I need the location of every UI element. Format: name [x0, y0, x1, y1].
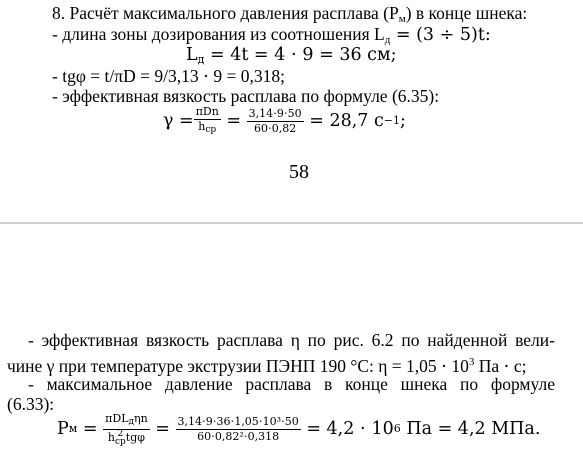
formula-pressure-result-tail: Па = 4,2 МПа. [400, 419, 541, 439]
formula-gamma-end: ; [400, 111, 406, 131]
formula-gamma-lhs: γ = [163, 111, 194, 131]
formula-pressure-result-superscript: 6 [393, 422, 401, 435]
item-viscosity-reference [52, 86, 439, 106]
heading-subscript: м [398, 13, 406, 25]
pressure-fraction-1-numerator [103, 412, 150, 430]
fraction-2-denominator: 60⋅0,82 [254, 121, 297, 135]
formula-pressure-lhs: Р [57, 419, 69, 439]
para-viscosity-line-2-tail: Па ⋅ с; [474, 356, 527, 376]
formula-gamma-equals: = [220, 111, 247, 131]
formula-gamma-fraction-1 [194, 105, 221, 137]
fraction-1-den-main: h [198, 120, 206, 133]
fraction-1-numerator: πDn [195, 105, 219, 118]
item-zone-tail: = (3 ÷ 5)t: [390, 25, 491, 45]
pf1-num-b: ηn [134, 412, 148, 425]
para-viscosity-line-2-superscript: 3 [468, 356, 475, 368]
page-number: 58 [289, 161, 309, 183]
heading-text: 8. Расчёт максимального давления расплава (Р [52, 3, 399, 23]
para-viscosity-line-1: - эффективная вязкость расплава η по рис. 6.2 по найденной вели- [28, 330, 555, 350]
pf1-den-sub: ср [114, 437, 126, 447]
pf1-den-b: tgφ [125, 431, 145, 444]
pressure-fraction-2-numerator: 3,14⋅9⋅36⋅1,05⋅10³⋅50 [177, 414, 299, 428]
formula-gamma-result: = 28,7 с [303, 111, 384, 131]
item-tangent [52, 66, 285, 86]
formula-length-lhs: L [186, 45, 198, 65]
para-pressure-line-2: (6.33): [7, 394, 55, 414]
formula-pressure-equals-0: = [77, 419, 104, 439]
pf1-num-a: πDL [105, 412, 129, 425]
para-pressure-line-1: - максимальное давление расплава в конце шнека по формуле [28, 374, 555, 394]
pf1-num-sub: д [128, 417, 135, 427]
page-bottom [0, 224, 583, 454]
heading-tail: ) в конце шнека: [405, 3, 528, 23]
pf1-den-a: h [107, 431, 115, 444]
formula-pressure-fraction-1 [103, 412, 150, 446]
fraction-1-denominator [194, 120, 221, 137]
formula-pressure-fraction-2 [176, 415, 301, 444]
formula-length-rhs: = 4t = 4 ⋅ 9 = 36 см; [204, 45, 397, 65]
fraction-2-numerator: 3,14⋅9⋅50 [248, 106, 302, 120]
item-tangent-text: - tgφ = t/πD = 9/3,13 ⋅ 9 = 0,318; [52, 66, 285, 86]
formula-pressure-result: = 4,2 ⋅ 10 [300, 419, 394, 439]
fraction-1-den-sub: ср [205, 125, 217, 135]
pressure-fraction-1-denominator [103, 430, 150, 446]
item-zone-text: - длина зоны дозирования из соотношения L [52, 24, 385, 44]
formula-gamma-result-superscript: −1 [383, 114, 400, 127]
para-viscosity-line-2-text: чине γ при температуре экструзии ПЭНП 190 °С: η = 1,05 ⋅ 10 [7, 356, 469, 376]
formula-pressure-lhs-subscript: м [68, 422, 78, 435]
formula-max-pressure [57, 410, 540, 448]
page-top [0, 0, 583, 222]
item-viscosity-text: - эффективная вязкость расплава по формуле (6.35): [52, 86, 440, 106]
pressure-fraction-2-denominator: 60⋅0,82²⋅0,318 [197, 429, 280, 443]
pf1-den-sup: 2 [117, 429, 124, 439]
formula-gamma-fraction-2 [247, 107, 304, 136]
formula-pressure-equals-1: = [149, 419, 176, 439]
formula-shear-rate [163, 105, 406, 137]
item-zone-subscript: д [384, 34, 391, 46]
para-viscosity-line-2 [7, 352, 527, 376]
formula-length-lhs-subscript: д [197, 53, 205, 66]
